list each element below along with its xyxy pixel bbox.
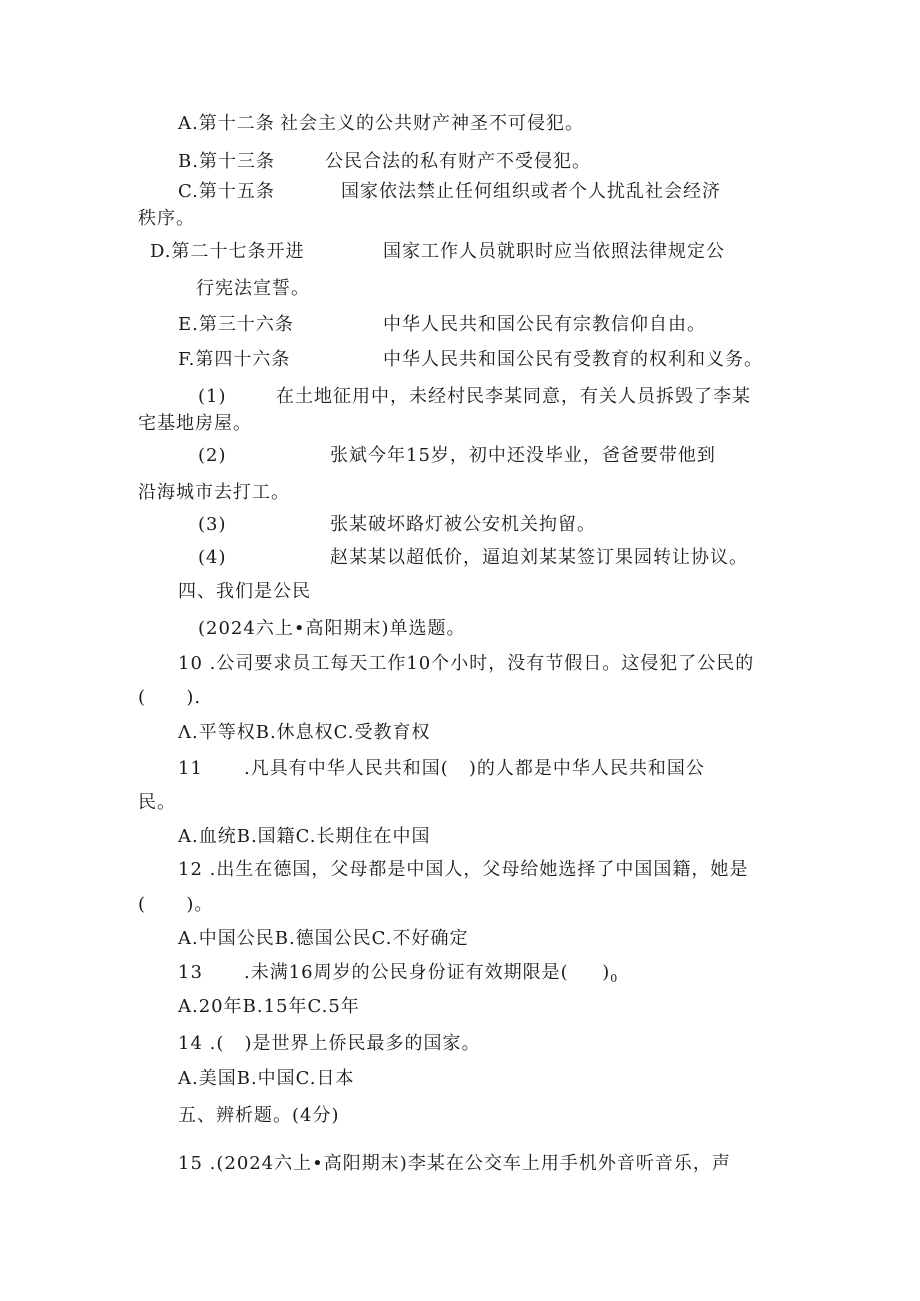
question-13-body: .未满16周岁的公民身份证有效期限是( ) (244, 962, 611, 983)
section-5-title: 五、辨析题。(4分) (178, 1105, 340, 1126)
question-11-continuation: 民。 (138, 792, 176, 813)
question-12-blank: ( )。 (138, 894, 214, 915)
question-13-tail: 0 (610, 972, 619, 985)
case-3-text: 张某破坏路灯被公安机关拘留。 (330, 514, 596, 535)
question-13-text (244, 961, 618, 991)
question-12-options: A.中国公民B.德国公民C.不好确定 (178, 928, 469, 949)
article-f-label: F.第四十六条 (178, 349, 291, 370)
question-15-text: 15 .(2024六上•高阳期末)李某在公交车上用手机外音听音乐，声 (178, 1153, 731, 1174)
article-c-continuation: 秩序。 (138, 208, 195, 229)
question-13-options: A.20年B.15年C.5年 (178, 996, 360, 1017)
article-d-continuation: 行宪法宣誓。 (196, 278, 310, 299)
question-10-text: 10 .公司要求员工每天工作10个小时，没有节假日。这侵犯了公民的 (178, 653, 755, 674)
section-4-intro: (2024六上•高阳期末)单选题。 (198, 618, 466, 639)
question-10-blank: ( ). (138, 687, 202, 708)
question-11-text: .凡具有中华人民共和国( )的人都是中华人民共和国公 (244, 758, 705, 779)
article-f-text: 中华人民共和国公民有受教育的权利和义务。 (383, 349, 763, 370)
article-c-text: 国家依法禁止任何组织或者个人扰乱社会经济 (341, 181, 721, 202)
article-b-text: 公民合法的私有财产不受侵犯。 (325, 151, 591, 172)
article-a-label: A.第十二条 (178, 113, 275, 134)
case-1-text: 在土地征用中，未经村民李某同意，有关人员拆毁了李某 (276, 386, 751, 407)
question-11-number: 11 (178, 758, 203, 779)
case-1-continuation: 宅基地房屋。 (138, 413, 252, 434)
article-c-label: C.第十五条 (178, 181, 275, 202)
article-b-label: B.第十三条 (178, 151, 275, 172)
case-2-number: (2) (198, 445, 227, 466)
question-10-options: Λ.平等权B.休息权C.受教育权 (178, 722, 431, 743)
question-14-options: A.美国B.中国C.日本 (178, 1068, 355, 1089)
case-1-number: (1) (198, 386, 227, 407)
case-2-continuation: 沿海城市去打工。 (138, 482, 290, 503)
article-e-text: 中华人民共和国公民有宗教信仰自由。 (383, 314, 706, 335)
question-12-text: 12 .出生在德国，父母都是中国人，父母给她选择了中国国籍，她是 (178, 859, 749, 880)
question-11-options: A.血统B.国籍C.长期住在中国 (178, 826, 431, 847)
article-e-label: E.第三十六条 (178, 314, 294, 335)
case-3-number: (3) (198, 514, 227, 535)
case-2-text: 张斌今年15岁，初中还没毕业，爸爸要带他到 (330, 445, 716, 466)
question-14-text: 14 .( )是世界上侨民最多的国家。 (178, 1033, 481, 1054)
article-d-label: D.第二十七条开进 (150, 241, 305, 262)
case-4-text: 赵某某以超低价，逼迫刘某某签订果园转让协议。 (330, 547, 748, 568)
section-4-title: 四、我们是公民 (178, 581, 311, 602)
article-a-text: 社会主义的公共财产神圣不可侵犯。 (280, 113, 584, 134)
case-4-number: (4) (198, 547, 227, 568)
article-d-text: 国家工作人员就职时应当依照法律规定公 (383, 241, 725, 262)
question-13-number: 13 (178, 962, 203, 983)
